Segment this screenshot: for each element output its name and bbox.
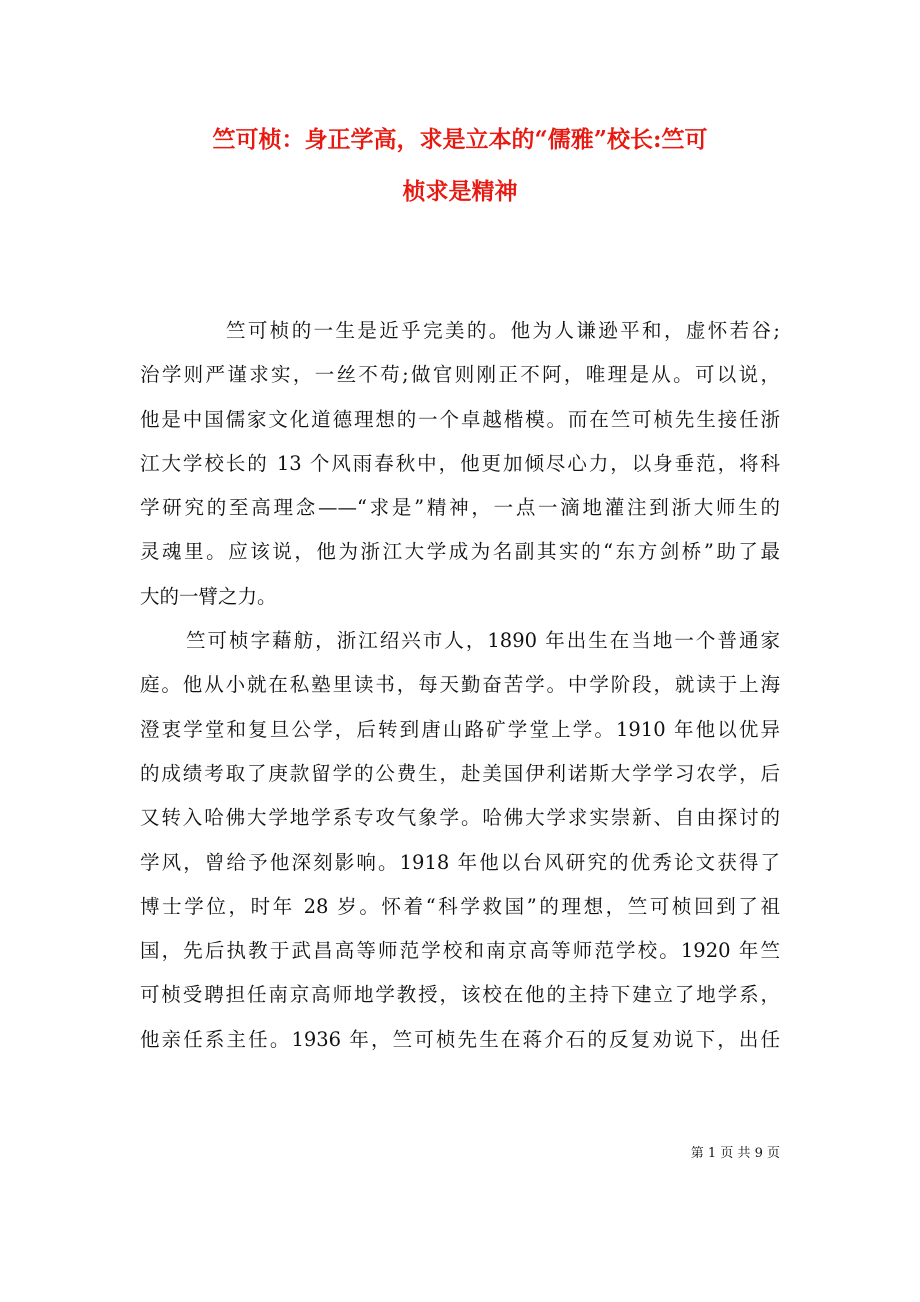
- paragraph-line: 学风，曾给予他深刻影响。1918 年他以台风研究的优秀论文获得了: [140, 850, 780, 874]
- paragraph-line: 庭。他从小就在私塾里读书，每天勤奋苦学。中学阶段，就读于上海: [140, 673, 780, 697]
- paragraph-line: 又转入哈佛大学地学系专攻气象学。哈佛大学求实崇新、自由探讨的: [140, 806, 780, 830]
- paragraph-line: 他是中国儒家文化道德理想的一个卓越楷模。而在竺可桢先生接任浙: [140, 407, 780, 431]
- paragraph-line: 学研究的至高理念——“求是”精神，一点一滴地灌注到浙大师生的: [140, 496, 780, 520]
- paragraph-line: 江大学校长的 13 个风雨春秋中，他更加倾尽心力，以身垂范，将科: [140, 451, 780, 475]
- page-number-footer: 第 1 页 共 9 页: [690, 1146, 780, 1161]
- document-title: [140, 114, 780, 218]
- paragraph-line: 的成绩考取了庚款留学的公费生，赴美国伊利诺斯大学学习农学，后: [140, 761, 780, 785]
- paragraph-line: 竺可桢的一生是近乎完美的。他为人谦逊平和，虚怀若谷;: [226, 319, 780, 342]
- paragraph-line: 竺可桢字藉舫，浙江绍兴市人，1890 年出生在当地一个普通家: [186, 629, 780, 653]
- paragraph-line: 灵魂里。应该说，他为浙江大学成为名副其实的“东方剑桥”助了最: [140, 540, 780, 564]
- paragraph-line: 博士学位，时年 28 岁。怀着“科学救国”的理想，竺可桢回到了祖: [140, 894, 780, 918]
- paragraph-2: [140, 619, 780, 1062]
- paragraph-line: 可桢受聘担任南京高师地学教授，该校在他的主持下建立了地学系，: [140, 983, 780, 1007]
- paragraph-line: 国，先后执教于武昌高等师范学校和南京高等师范学校。1920 年竺: [140, 939, 780, 963]
- paragraph-1: [140, 309, 780, 619]
- paragraph-line: 治学则严谨求实，一丝不苟;做官则刚正不阿，唯理是从。可以说，: [140, 363, 780, 387]
- paragraph-line: 澄衷学堂和复旦公学，后转到唐山路矿学堂上学。1910 年他以优异: [140, 717, 780, 741]
- document-body: [140, 309, 780, 1062]
- paragraph-line: 他亲任系主任。1936 年，竺可桢先生在蒋介石的反复劝说下，出任: [140, 1027, 780, 1051]
- title-line-2: 桢求是精神: [402, 178, 518, 205]
- title-line-1: 竺可桢：身正学高，求是立本的“儒雅”校长:竺可: [212, 126, 708, 153]
- paragraph-line: 大的一臂之力。: [140, 584, 277, 608]
